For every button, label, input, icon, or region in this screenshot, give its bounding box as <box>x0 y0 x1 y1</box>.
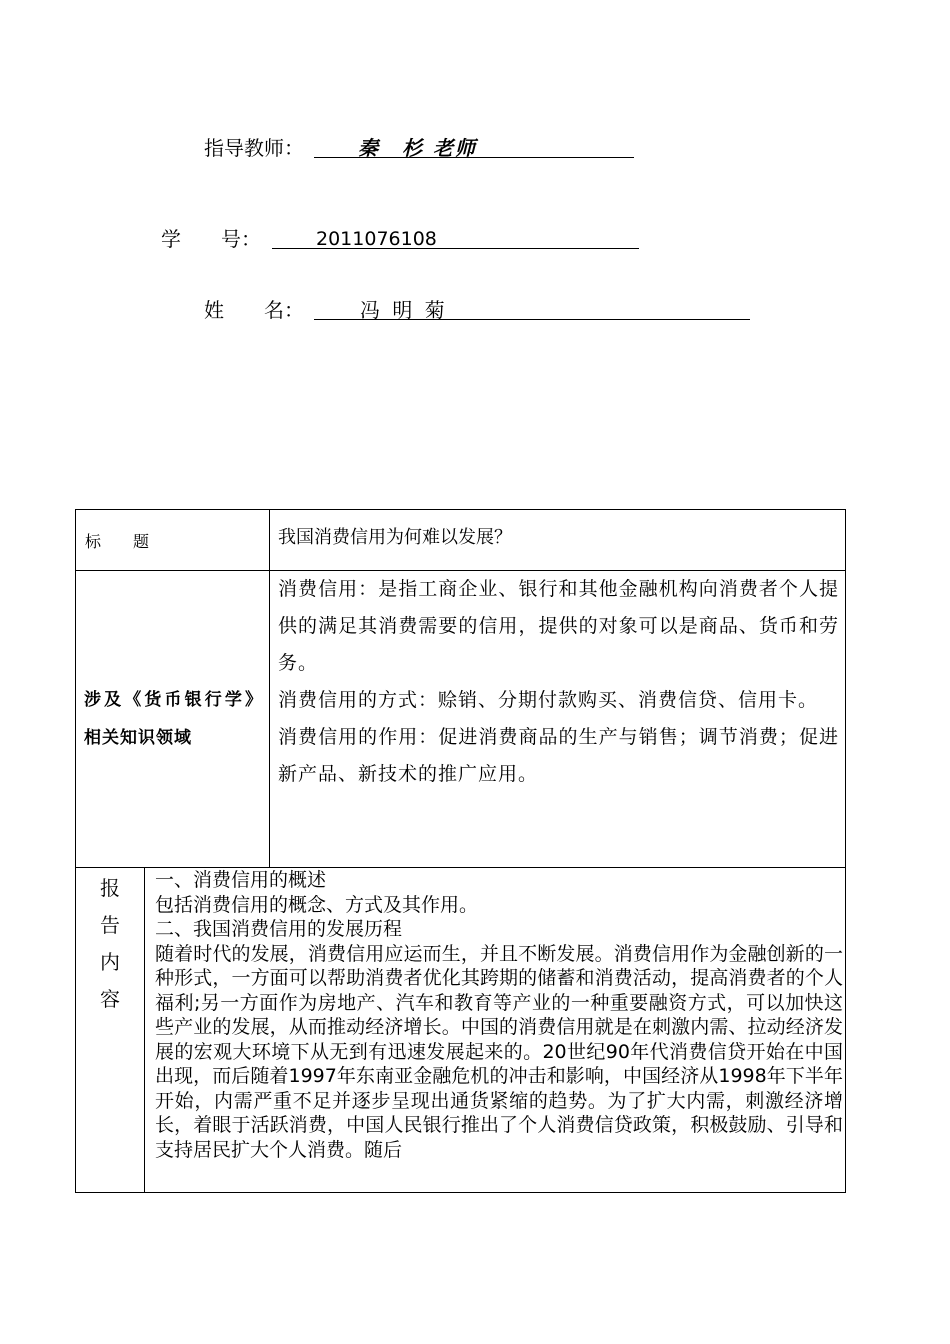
knowledge-paragraph: 消费信用的方式：赊销、分期付款购买、消费信贷、信用卡。 <box>278 689 819 711</box>
knowledge-field-label: 涉及《货币银行学》相关知识领域 <box>76 571 270 868</box>
report-row <box>76 868 846 1193</box>
report-label-char: 告 <box>100 913 120 937</box>
report-heading: 一、消费信用的概述 <box>155 869 327 891</box>
report-paragraph: 随着时代的发展，消费信用应运而生，并且不断发展。消费信用作为金融创新的一种形式，一方面可以帮助消费者优化其跨期的储蓄和消费活动，提高消费者的个人福利;另一方面作为房地产、汽车和教育等产业的一种重要融资方式，可以加快这些产业的发展，从而推动经济增长。中国的消费信用就是在刺激内需、拉动经济发展的宏观大环境下从无到有迅速发展起来的。20世纪90年代消费信贷开始在中国出现，而后随着1997年东南亚金融危机的冲击和影响，中国经济从1998年下半年开始，内需严重不足并逐步呈现出通货紧缩的趋势。为了扩大内需，刺激经济增长，着眼于活跃消费，中国人民银行推出了个人消费信贷政策，积极鼓励、引导和支持居民扩大个人消费。随后 <box>155 942 844 1161</box>
student-id-underline <box>272 248 639 249</box>
advisor-label: 指导教师： <box>204 136 304 160</box>
name-row <box>0 297 950 325</box>
title-value: 我国消费信用为何难以发展？ <box>270 510 846 571</box>
knowledge-paragraph: 消费信用的作用：促进消费商品的生产与销售；调节消费；促进新产品、新技术的推广应用。 <box>278 726 840 785</box>
report-paragraph: 包括消费信用的概念、方式及其作用。 <box>155 893 479 916</box>
knowledge-content <box>270 571 846 868</box>
title-row <box>76 510 846 571</box>
name-value: 冯 明 菊 <box>360 298 448 322</box>
student-id-value: 2011076108 <box>316 228 437 250</box>
report-label-char: 容 <box>100 987 120 1011</box>
report-content <box>145 868 846 1193</box>
advisor-row <box>0 135 950 163</box>
title-label: 标 题 <box>76 510 270 571</box>
report-label <box>76 868 145 1193</box>
report-label-char: 内 <box>100 950 120 974</box>
knowledge-paragraph: 消费信用：是指工商企业、银行和其他金融机构向消费者个人提供的满足其消费需要的信用，提供的对象可以是商品、货币和劳务。 <box>278 578 840 674</box>
report-table <box>75 509 846 1193</box>
report-heading: 二、我国消费信用的发展历程 <box>155 918 403 940</box>
student-id-label: 学 号： <box>161 227 261 251</box>
knowledge-row <box>76 571 846 868</box>
name-label: 姓 名： <box>204 298 304 322</box>
advisor-value: 秦 杉 老师 <box>358 136 477 160</box>
report-label-char: 报 <box>100 876 120 900</box>
student-id-row <box>0 226 950 254</box>
name-underline <box>314 319 750 320</box>
advisor-underline <box>314 157 634 158</box>
